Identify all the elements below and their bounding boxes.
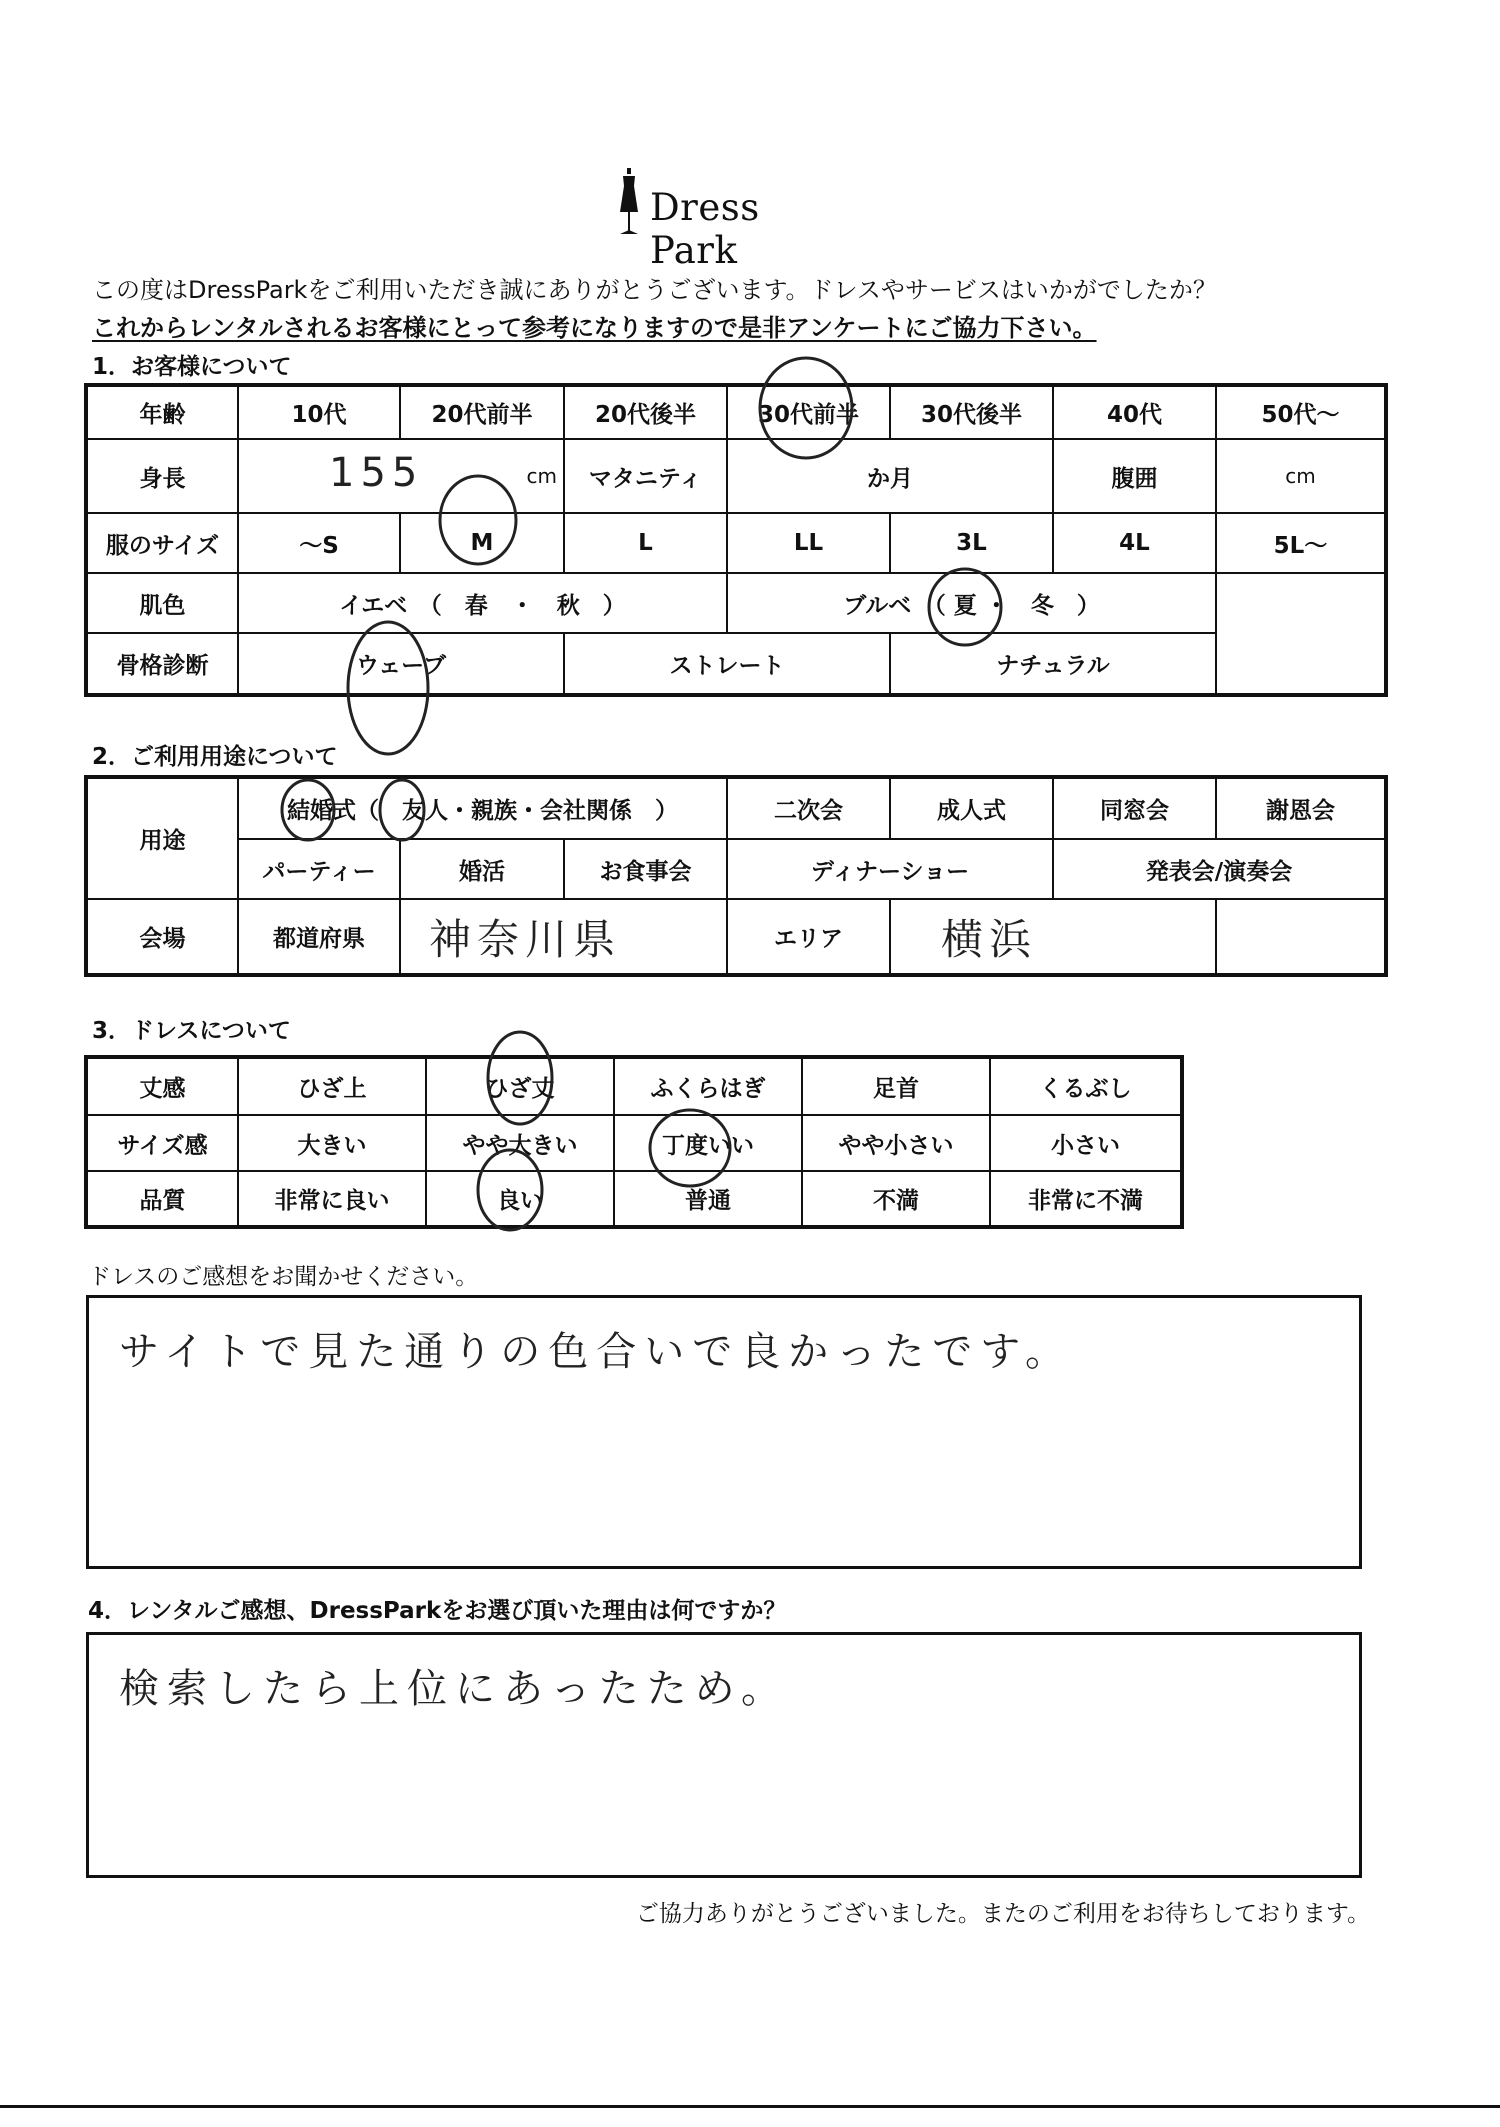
skin-blue-option[interactable] [727, 573, 1216, 633]
waist-label: 腹囲 [1053, 439, 1216, 513]
prefecture-value: 神奈川県 [429, 914, 622, 964]
venue-label: 会場 [86, 899, 238, 975]
skin-blue-summer-selected[interactable]: 夏 [953, 592, 977, 619]
empty-cell [1216, 573, 1386, 633]
size-option[interactable]: 5L～ [1216, 513, 1386, 573]
age-label: 年齢 [86, 385, 238, 439]
purpose-option[interactable]: 同窓会 [1053, 777, 1216, 839]
age-row [86, 385, 1386, 439]
fit-option[interactable]: やや大きい [426, 1115, 614, 1171]
dress-table [84, 1055, 1184, 1229]
height-label: 身長 [86, 439, 238, 513]
age-option-selected[interactable]: 30代前半 [727, 385, 890, 439]
size-option[interactable]: L [564, 513, 727, 573]
closing-message: ご協力ありがとうございました。またのご利用をお待ちしております。 [635, 1901, 1370, 1927]
area-label: エリア [727, 899, 890, 975]
age-option[interactable]: 20代前半 [400, 385, 564, 439]
purpose-option[interactable]: 二次会 [727, 777, 890, 839]
customer-table [84, 383, 1388, 697]
maternity-label: マタニティ [564, 439, 727, 513]
age-option[interactable]: 30代後半 [890, 385, 1053, 439]
area-value: 横浜 [941, 914, 1038, 964]
purpose-label: 用途 [86, 777, 238, 899]
skin-blue-prefix: ブルベ （ [843, 592, 946, 619]
maternity-field[interactable]: か月 [727, 439, 1053, 513]
size-option-selected[interactable]: M [400, 513, 564, 573]
purpose-option[interactable]: 発表会/演奏会 [1053, 839, 1386, 899]
fit-option[interactable]: 大きい [238, 1115, 426, 1171]
length-option[interactable]: 足首 [802, 1057, 990, 1115]
section2-title: 2．ご利用用途について [92, 744, 338, 770]
skin-yellow-option[interactable]: イエベ （ 春 ・ 秋 ） [238, 573, 727, 633]
size-option[interactable]: ～S [238, 513, 400, 573]
section4-title: 4．レンタルご感想、DressParkをお選び頂いた理由は何ですか？ [88, 1598, 787, 1624]
prefecture-field[interactable] [400, 899, 727, 975]
intro-text: この度はDressParkをご利用いただき誠にありがとうございます。ドレスやサービスはいかがでしたか？ [92, 276, 1217, 304]
brand-logo [610, 168, 850, 272]
reason-box[interactable] [86, 1632, 1362, 1878]
age-option[interactable]: 10代 [238, 385, 400, 439]
purpose-option[interactable]: パーティー [238, 839, 400, 899]
impression-text: サイトで見た通りの色合いで良かったです。 [119, 1329, 1073, 1375]
empty-cell [1216, 633, 1386, 695]
height-row [86, 439, 1386, 513]
intro-request: これからレンタルされるお客様にとって参考になりますので是非アンケートにご協力下さい。 [92, 314, 1097, 342]
purpose-option[interactable]: 成人式 [890, 777, 1053, 839]
skin-label: 肌色 [86, 573, 238, 633]
length-option[interactable]: ふくらはぎ [614, 1057, 802, 1115]
brand-name: Dress Park [650, 186, 760, 272]
fit-option-selected[interactable]: 丁度いい [614, 1115, 802, 1171]
length-row [86, 1057, 1182, 1115]
section3-title: 3．ドレスについて [92, 1018, 291, 1044]
quality-option-selected[interactable]: 良い [426, 1171, 614, 1227]
purpose-table [84, 775, 1388, 977]
purpose-option[interactable]: ディナーショー [727, 839, 1053, 899]
length-option-selected[interactable]: ひざ丈 [426, 1057, 614, 1115]
size-row [86, 513, 1386, 573]
height-field[interactable] [238, 439, 564, 513]
quality-label: 品質 [86, 1171, 238, 1227]
skeleton-label: 骨格診断 [86, 633, 238, 695]
size-option[interactable]: 3L [890, 513, 1053, 573]
quality-option[interactable]: 非常に不満 [990, 1171, 1182, 1227]
area-field[interactable] [890, 899, 1216, 975]
quality-row [86, 1171, 1182, 1227]
quality-option[interactable]: 不満 [802, 1171, 990, 1227]
impression-prompt: ドレスのご感想をお聞かせください。 [88, 1264, 479, 1290]
purpose-row-1 [86, 777, 1386, 839]
fit-label: サイズ感 [86, 1115, 238, 1171]
fit-row [86, 1115, 1182, 1171]
skeleton-option[interactable]: ナチュラル [890, 633, 1216, 695]
size-option[interactable]: LL [727, 513, 890, 573]
skin-row [86, 573, 1386, 633]
waist-field[interactable]: cm [1216, 439, 1386, 513]
reason-text: 検索したら上位にあったため。 [119, 1666, 789, 1712]
skeleton-option[interactable]: ストレート [564, 633, 890, 695]
fit-option[interactable]: やや小さい [802, 1115, 990, 1171]
length-label: 丈感 [86, 1057, 238, 1115]
age-option[interactable]: 40代 [1053, 385, 1216, 439]
height-value: 155 [329, 450, 424, 496]
empty-cell [1216, 899, 1386, 975]
height-unit: cm [526, 464, 557, 488]
fit-option[interactable]: 小さい [990, 1115, 1182, 1171]
purpose-option[interactable]: 謝恩会 [1216, 777, 1386, 839]
size-option[interactable]: 4L [1053, 513, 1216, 573]
impression-box[interactable] [86, 1295, 1362, 1569]
length-option[interactable]: くるぶし [990, 1057, 1182, 1115]
age-option[interactable]: 50代～ [1216, 385, 1386, 439]
quality-option[interactable]: 非常に良い [238, 1171, 426, 1227]
section1-title: 1．お客様について [92, 354, 292, 380]
bottom-divider [0, 2105, 1500, 2108]
venue-row [86, 899, 1386, 975]
purpose-option[interactable]: お食事会 [564, 839, 727, 899]
skeleton-row [86, 633, 1386, 695]
length-option[interactable]: ひざ上 [238, 1057, 426, 1115]
skin-blue-suffix: ・ 冬 ） [984, 592, 1100, 619]
size-label: 服のサイズ [86, 513, 238, 573]
age-option[interactable]: 20代後半 [564, 385, 727, 439]
prefecture-label: 都道府県 [238, 899, 400, 975]
purpose-option[interactable]: 婚活 [400, 839, 564, 899]
skeleton-option-selected[interactable]: ウェーブ [238, 633, 564, 695]
dress-mannequin-icon [614, 168, 644, 248]
purpose-row-2 [86, 839, 1386, 899]
purpose-wedding-selected[interactable]: 結婚式（ 友人・親族・会社関係 ） [238, 777, 727, 839]
quality-option[interactable]: 普通 [614, 1171, 802, 1227]
